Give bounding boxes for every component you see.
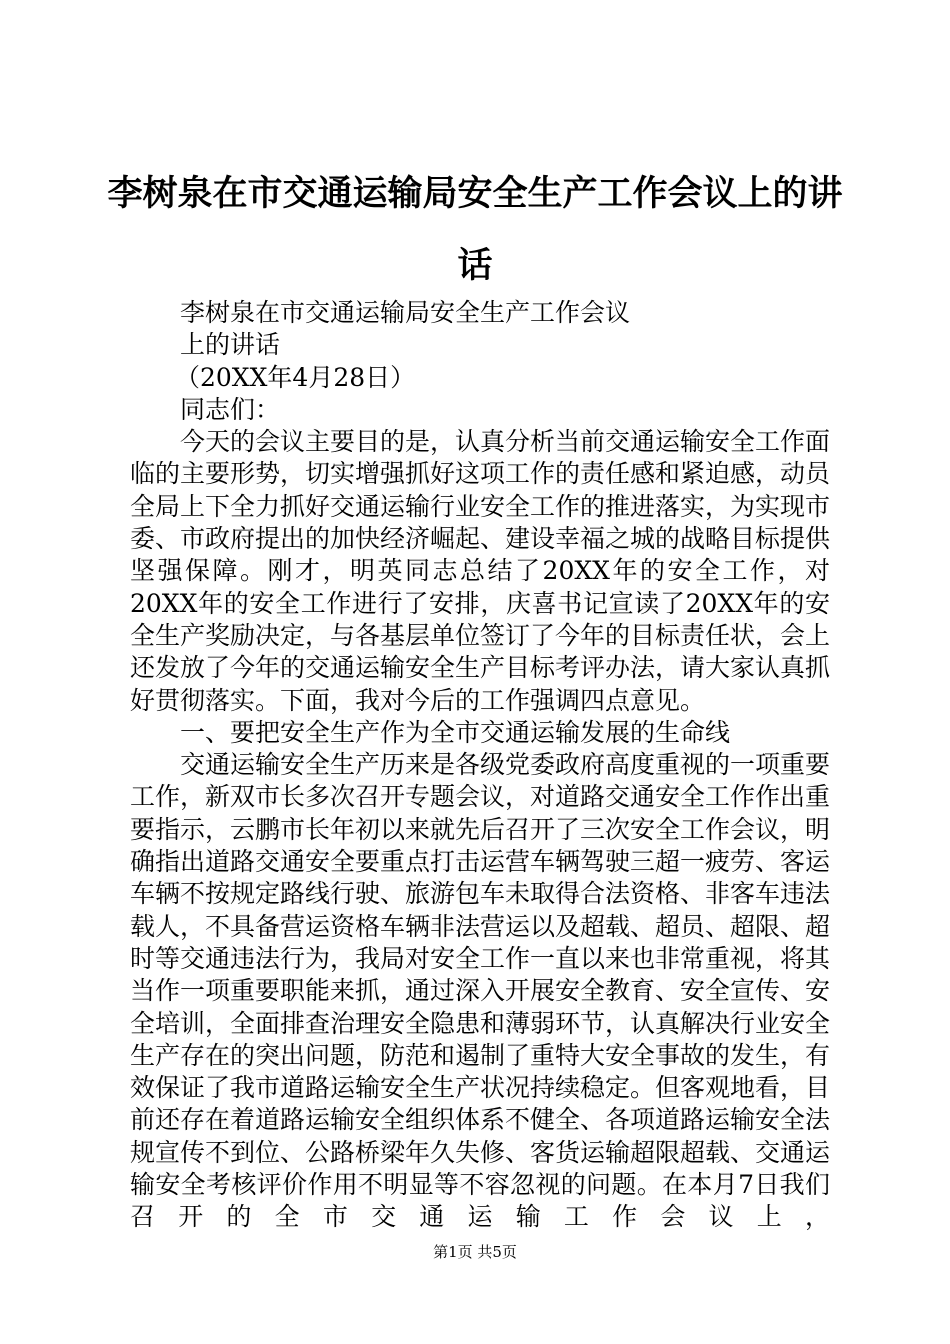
subtitle-line-2: 上的讲话 (180, 330, 281, 360)
section-heading-1: 一、要把安全生产作为全市交通运输发展的生命线 (180, 717, 731, 747)
subtitle-line-1: 李树泉在市交通运输局安全生产工作会议 (180, 298, 631, 327)
page-footer: 第1页 共5页 (433, 1243, 517, 1261)
document-title: 李树泉在市交通运输局安全生产工作会议上的讲话 (107, 174, 843, 286)
document-body (130, 297, 830, 1234)
salutation: 同志们： (180, 394, 281, 424)
speech-date: （20XX年4月28日） (175, 362, 416, 392)
paragraph-section-1: 交通运输安全生产历来是各级党委政府高度重视的一项重要工作，新双市长多次召开专题会议，对道路交通安全工作作出重要指示，云鹏市长年初以来就先后召开了三次安全工作会议，明确指出道路交通安全要重点打击运营车辆驾驶三超一疲劳、客运车辆不按规定路线行驶、旅游包车未取得合法资格、非客车违法载人，不具备营运资格车辆非法营运以及超载、超员、超限、超时等交通违法行为，我局对安全工作一直以来也非常重视，将其当作一项重要职能来抓，通过深入开展安全教育、安全宣传、安全培训，全面排查治理安全隐患和薄弱环节，认真解决行业安全生产存在的突出问题，防范和遏制了重特大安全事故的发生，有效保证了我市道路运输安全生产状况持续稳定。但客观地看，目前还存在着道路运输安全组织体系不健全、各项道路运输安全法规宣传不到位、公路桥梁年久失修、客货运输超限超载、交通运输安全考核评价作用不明显等不容忽视的问题。在本月7日我们召开的全市交通运输工作会议上， (130, 750, 831, 1232)
paragraph-intro: 今天的会议主要目的是，认真分析当前交通运输安全工作面临的主要形势，切实增强抓好这项工作的责任感和紧迫感，动员全局上下全力抓好交通运输行业安全工作的推进落实，为实现市委、市政府提出的加快经济崛起、建设幸福之城的战略目标提供坚强保障。刚才，明英同志总结了20XX年的安全工作，对20XX年的安全工作进行了安排，庆喜书记宣读了20XX年的安全生产奖励决定，与各基层单位签订了今年的目标责任状，会上还发放了今年的交通运输安全生产目标考评办法，请大家认真抓好贯彻落实。下面，我对今后的工作强调四点意见。 (130, 427, 831, 715)
